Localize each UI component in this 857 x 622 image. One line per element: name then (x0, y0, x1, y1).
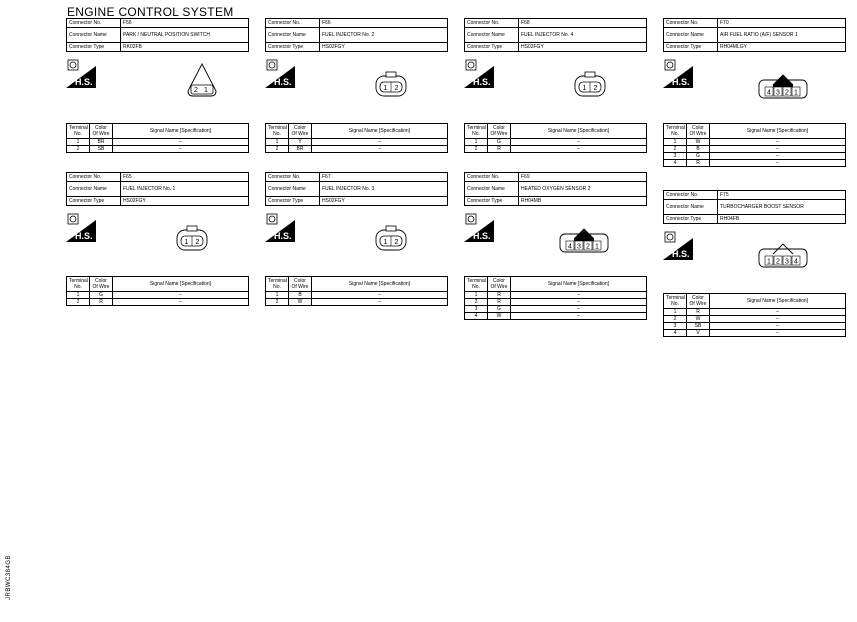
terminal-table-header: Signal Name [Specification] (710, 294, 846, 309)
terminal-table-wrap (464, 123, 647, 153)
terminal-table-header: Terminal No. (266, 124, 289, 139)
connector-face-diagram (758, 242, 808, 268)
signal-name: – (312, 299, 448, 306)
table-row (465, 299, 647, 306)
terminal-no: 2 (67, 146, 90, 153)
terminal-table-header: Color Of Wire (289, 277, 312, 292)
terminal-table-header: Color Of Wire (488, 124, 511, 139)
harness-side-icon (265, 212, 295, 242)
info-value: PARK / NEUTRAL POSITION SWITCH (121, 28, 249, 43)
wire-color: W (687, 316, 710, 323)
table-row (465, 139, 647, 146)
terminal-no: 1 (67, 292, 90, 299)
svg-text:3: 3 (785, 258, 789, 266)
info-label: Connector Name (67, 182, 121, 197)
info-label: Connector Type (67, 197, 121, 206)
info-value: F69 (519, 173, 647, 182)
table-row (465, 146, 647, 153)
info-value: F66 (320, 19, 448, 28)
table-row (67, 146, 249, 153)
wire-color: G (90, 292, 113, 299)
terminal-table-header: Terminal No. (266, 277, 289, 292)
svg-text:2: 2 (394, 239, 399, 246)
table-row (266, 146, 448, 153)
terminal-table-header: Terminal No. (67, 277, 90, 292)
signal-name: – (511, 292, 647, 299)
info-label: Connector Name (67, 28, 121, 43)
info-label: Connector No. (465, 173, 519, 182)
wire-color: R (90, 299, 113, 306)
signal-name: – (113, 139, 249, 146)
terminal-table-wrap (663, 123, 846, 167)
terminal-no: 2 (266, 146, 289, 153)
table-row (664, 160, 846, 167)
table-row (266, 292, 448, 299)
svg-text:H.S.: H.S. (473, 77, 491, 87)
terminal-no: 1 (465, 292, 488, 299)
info-label: Connector Type (465, 43, 519, 52)
info-label: Connector Name (465, 28, 519, 43)
signal-name: – (113, 299, 249, 306)
terminal-table-header: Terminal No. (664, 294, 687, 309)
terminal-table (66, 123, 249, 153)
wire-color: R (488, 146, 511, 153)
info-value: RH04FB (718, 215, 846, 224)
svg-text:4: 4 (794, 258, 798, 266)
signal-name: – (312, 292, 448, 299)
connector-block (663, 190, 846, 361)
table-row (664, 316, 846, 323)
signal-name: – (710, 316, 846, 323)
info-value: F68 (519, 19, 647, 28)
connector-block (66, 18, 249, 177)
table-row (266, 299, 448, 306)
terminal-no: 3 (465, 306, 488, 313)
svg-text:1: 1 (794, 89, 798, 97)
terminal-table-header: Color Of Wire (289, 124, 312, 139)
terminal-table-header: Terminal No. (465, 124, 488, 139)
wire-color: BR (289, 146, 312, 153)
connector-block (66, 172, 249, 330)
terminal-table-header: Signal Name [Specification] (113, 277, 249, 292)
connector-block (464, 18, 647, 177)
info-value: AIR FUEL RATIO (A/F) SENSOR 1 (718, 28, 846, 43)
table-row (664, 309, 846, 316)
signal-name: – (511, 299, 647, 306)
connector-info-table (464, 18, 647, 52)
info-label: Connector No. (67, 19, 121, 28)
info-label: Connector Type (266, 197, 320, 206)
signal-name: – (710, 330, 846, 337)
svg-text:H.S.: H.S. (672, 77, 690, 87)
signal-name: – (710, 309, 846, 316)
info-label: Connector Type (266, 43, 320, 52)
wire-color: SB (687, 323, 710, 330)
terminal-no: 1 (67, 139, 90, 146)
info-label: Connector No. (266, 19, 320, 28)
svg-text:3: 3 (776, 89, 780, 97)
info-value: F67 (320, 173, 448, 182)
terminal-table-header: Signal Name [Specification] (312, 277, 448, 292)
terminal-table-header: Signal Name [Specification] (312, 124, 448, 139)
terminal-table-header: Color Of Wire (687, 124, 710, 139)
terminal-table (464, 123, 647, 153)
info-label: Connector Type (664, 215, 718, 224)
info-label: Connector Name (664, 28, 718, 43)
terminal-table-wrap (265, 123, 448, 153)
svg-text:2: 2 (776, 258, 780, 266)
terminal-no: 2 (465, 146, 488, 153)
info-label: Connector No. (67, 173, 121, 182)
terminal-table-wrap (66, 123, 249, 153)
svg-text:1: 1 (204, 87, 208, 94)
signal-name: – (710, 153, 846, 160)
connector-face-diagram (375, 225, 407, 251)
terminal-table-header: Signal Name [Specification] (511, 124, 647, 139)
info-value: HS02FGY (519, 43, 647, 52)
table-row (664, 153, 846, 160)
connector-block (265, 18, 448, 177)
info-label: Connector Name (266, 182, 320, 197)
terminal-table-header: Signal Name [Specification] (710, 124, 846, 139)
table-row (67, 139, 249, 146)
info-value: F70 (718, 19, 846, 28)
svg-text:H.S.: H.S. (75, 77, 93, 87)
info-label: Connector No. (465, 19, 519, 28)
svg-text:2: 2 (785, 89, 789, 97)
wire-color: R (488, 299, 511, 306)
svg-text:1: 1 (582, 85, 587, 92)
harness-side-icon (663, 230, 693, 260)
signal-name: – (113, 146, 249, 153)
info-value: FUEL INJECTOR No. 1 (121, 182, 249, 197)
terminal-table (663, 293, 846, 337)
terminal-no: 3 (664, 323, 687, 330)
svg-text:2: 2 (195, 239, 200, 246)
info-value: FUEL INJECTOR No. 4 (519, 28, 647, 43)
svg-text:H.S.: H.S. (274, 231, 292, 241)
terminal-table-wrap (265, 276, 448, 306)
terminal-no: 1 (664, 139, 687, 146)
svg-text:4: 4 (568, 243, 572, 251)
info-label: Connector Type (465, 197, 519, 206)
svg-text:4: 4 (767, 89, 771, 97)
terminal-table (464, 276, 647, 320)
signal-name: – (511, 139, 647, 146)
harness-side-icon (663, 58, 693, 88)
info-label: Connector Name (664, 200, 718, 215)
info-value: RK02FB (121, 43, 249, 52)
table-row (465, 306, 647, 313)
info-value: F56 (121, 19, 249, 28)
terminal-table-header: Color Of Wire (488, 277, 511, 292)
signal-name: – (710, 139, 846, 146)
wire-color: W (488, 313, 511, 320)
terminal-no: 4 (664, 330, 687, 337)
connector-info-table (265, 172, 448, 206)
wire-color: R (687, 160, 710, 167)
info-value: HS02FGY (320, 43, 448, 52)
info-value: F65 (121, 173, 249, 182)
connector-block (464, 172, 647, 344)
table-row (664, 323, 846, 330)
terminal-no: 4 (664, 160, 687, 167)
wire-color: B (687, 146, 710, 153)
svg-text:H.S.: H.S. (672, 249, 690, 259)
connector-block (663, 18, 846, 191)
wire-color: G (488, 139, 511, 146)
terminal-table-header: Terminal No. (664, 124, 687, 139)
document-code: JRBWC384GB (6, 554, 12, 600)
signal-name: – (511, 313, 647, 320)
terminal-no: 1 (664, 309, 687, 316)
wire-color: SB (90, 146, 113, 153)
terminal-no: 2 (266, 299, 289, 306)
signal-name: – (710, 146, 846, 153)
info-value: TURBOCHARGER BOOST SENSOR (718, 200, 846, 215)
info-label: Connector Name (465, 182, 519, 197)
svg-text:2: 2 (194, 87, 198, 94)
terminal-table (663, 123, 846, 167)
terminal-no: 1 (266, 292, 289, 299)
terminal-no: 2 (67, 299, 90, 306)
wire-color: B (289, 292, 312, 299)
connector-face-diagram (176, 225, 208, 251)
table-row (664, 146, 846, 153)
wire-color: BR (90, 139, 113, 146)
svg-text:1: 1 (383, 239, 388, 246)
terminal-table-header: Terminal No. (67, 124, 90, 139)
terminal-no: 2 (465, 299, 488, 306)
svg-text:2: 2 (394, 85, 399, 92)
table-row (67, 299, 249, 306)
connector-face-diagram (574, 71, 606, 97)
signal-name: – (710, 323, 846, 330)
svg-text:1: 1 (184, 239, 189, 246)
info-value: HS02FGY (320, 197, 448, 206)
terminal-table-header: Terminal No. (465, 277, 488, 292)
signal-name: – (312, 139, 448, 146)
svg-text:1: 1 (383, 85, 388, 92)
table-row (266, 139, 448, 146)
harness-side-icon (464, 212, 494, 242)
connector-info-table (663, 18, 846, 52)
signal-name: – (511, 306, 647, 313)
terminal-table-header: Signal Name [Specification] (113, 124, 249, 139)
connector-face-diagram (758, 73, 808, 99)
terminal-table-header: Signal Name [Specification] (511, 277, 647, 292)
svg-text:1: 1 (767, 258, 771, 266)
table-row (67, 292, 249, 299)
wire-color: G (488, 306, 511, 313)
info-value: HEATED OXYGEN SENSOR 2 (519, 182, 647, 197)
info-value: FUEL INJECTOR No. 3 (320, 182, 448, 197)
wire-color: W (687, 139, 710, 146)
info-label: Connector No. (266, 173, 320, 182)
table-row (664, 330, 846, 337)
terminal-table (265, 123, 448, 153)
info-label: Connector Type (664, 43, 718, 52)
info-label: Connector No. (664, 191, 718, 200)
terminal-table-header: Color Of Wire (687, 294, 710, 309)
connector-info-table (663, 190, 846, 224)
terminal-table-header: Color Of Wire (90, 277, 113, 292)
terminal-no: 4 (465, 313, 488, 320)
terminal-table-wrap (663, 293, 846, 337)
harness-side-icon (66, 58, 96, 88)
wire-color: R (488, 292, 511, 299)
signal-name: – (710, 160, 846, 167)
table-row (664, 139, 846, 146)
terminal-no: 3 (664, 153, 687, 160)
signal-name: – (113, 292, 249, 299)
wire-color: G (687, 153, 710, 160)
terminal-no: 1 (266, 139, 289, 146)
connector-info-table (66, 172, 249, 206)
info-value: F75 (718, 191, 846, 200)
info-label: Connector Type (67, 43, 121, 52)
harness-side-icon (464, 58, 494, 88)
svg-text:2: 2 (586, 243, 590, 251)
svg-text:3: 3 (577, 243, 581, 251)
terminal-table-wrap (66, 276, 249, 306)
connector-face-diagram (186, 63, 218, 97)
table-row (465, 292, 647, 299)
wire-color: R (687, 309, 710, 316)
table-row (465, 313, 647, 320)
terminal-table-wrap (464, 276, 647, 320)
connector-info-table (265, 18, 448, 52)
svg-text:H.S.: H.S. (473, 231, 491, 241)
svg-text:H.S.: H.S. (274, 77, 292, 87)
terminal-no: 2 (664, 146, 687, 153)
harness-side-icon (265, 58, 295, 88)
terminal-table (66, 276, 249, 306)
info-value: FUEL INJECTOR No. 2 (320, 28, 448, 43)
wire-color: W (289, 299, 312, 306)
wire-color: V (687, 330, 710, 337)
info-label: Connector Name (266, 28, 320, 43)
connector-info-table (464, 172, 647, 206)
wire-color: Y (289, 139, 312, 146)
terminal-no: 1 (465, 139, 488, 146)
harness-side-icon (66, 212, 96, 242)
connector-face-diagram (559, 227, 609, 253)
svg-text:H.S.: H.S. (75, 231, 93, 241)
terminal-table (265, 276, 448, 306)
connector-info-table (66, 18, 249, 52)
terminal-no: 2 (664, 316, 687, 323)
page-title: ENGINE CONTROL SYSTEM (67, 5, 234, 19)
info-label: Connector No. (664, 19, 718, 28)
svg-text:1: 1 (595, 243, 599, 251)
signal-name: – (511, 146, 647, 153)
signal-name: – (312, 146, 448, 153)
terminal-table-header: Color Of Wire (90, 124, 113, 139)
connector-face-diagram (375, 71, 407, 97)
info-value: HS02FGY (121, 197, 249, 206)
connector-block (265, 172, 448, 330)
info-value: RH04MLGY (718, 43, 846, 52)
info-value: RH04MB (519, 197, 647, 206)
svg-text:2: 2 (593, 85, 598, 92)
